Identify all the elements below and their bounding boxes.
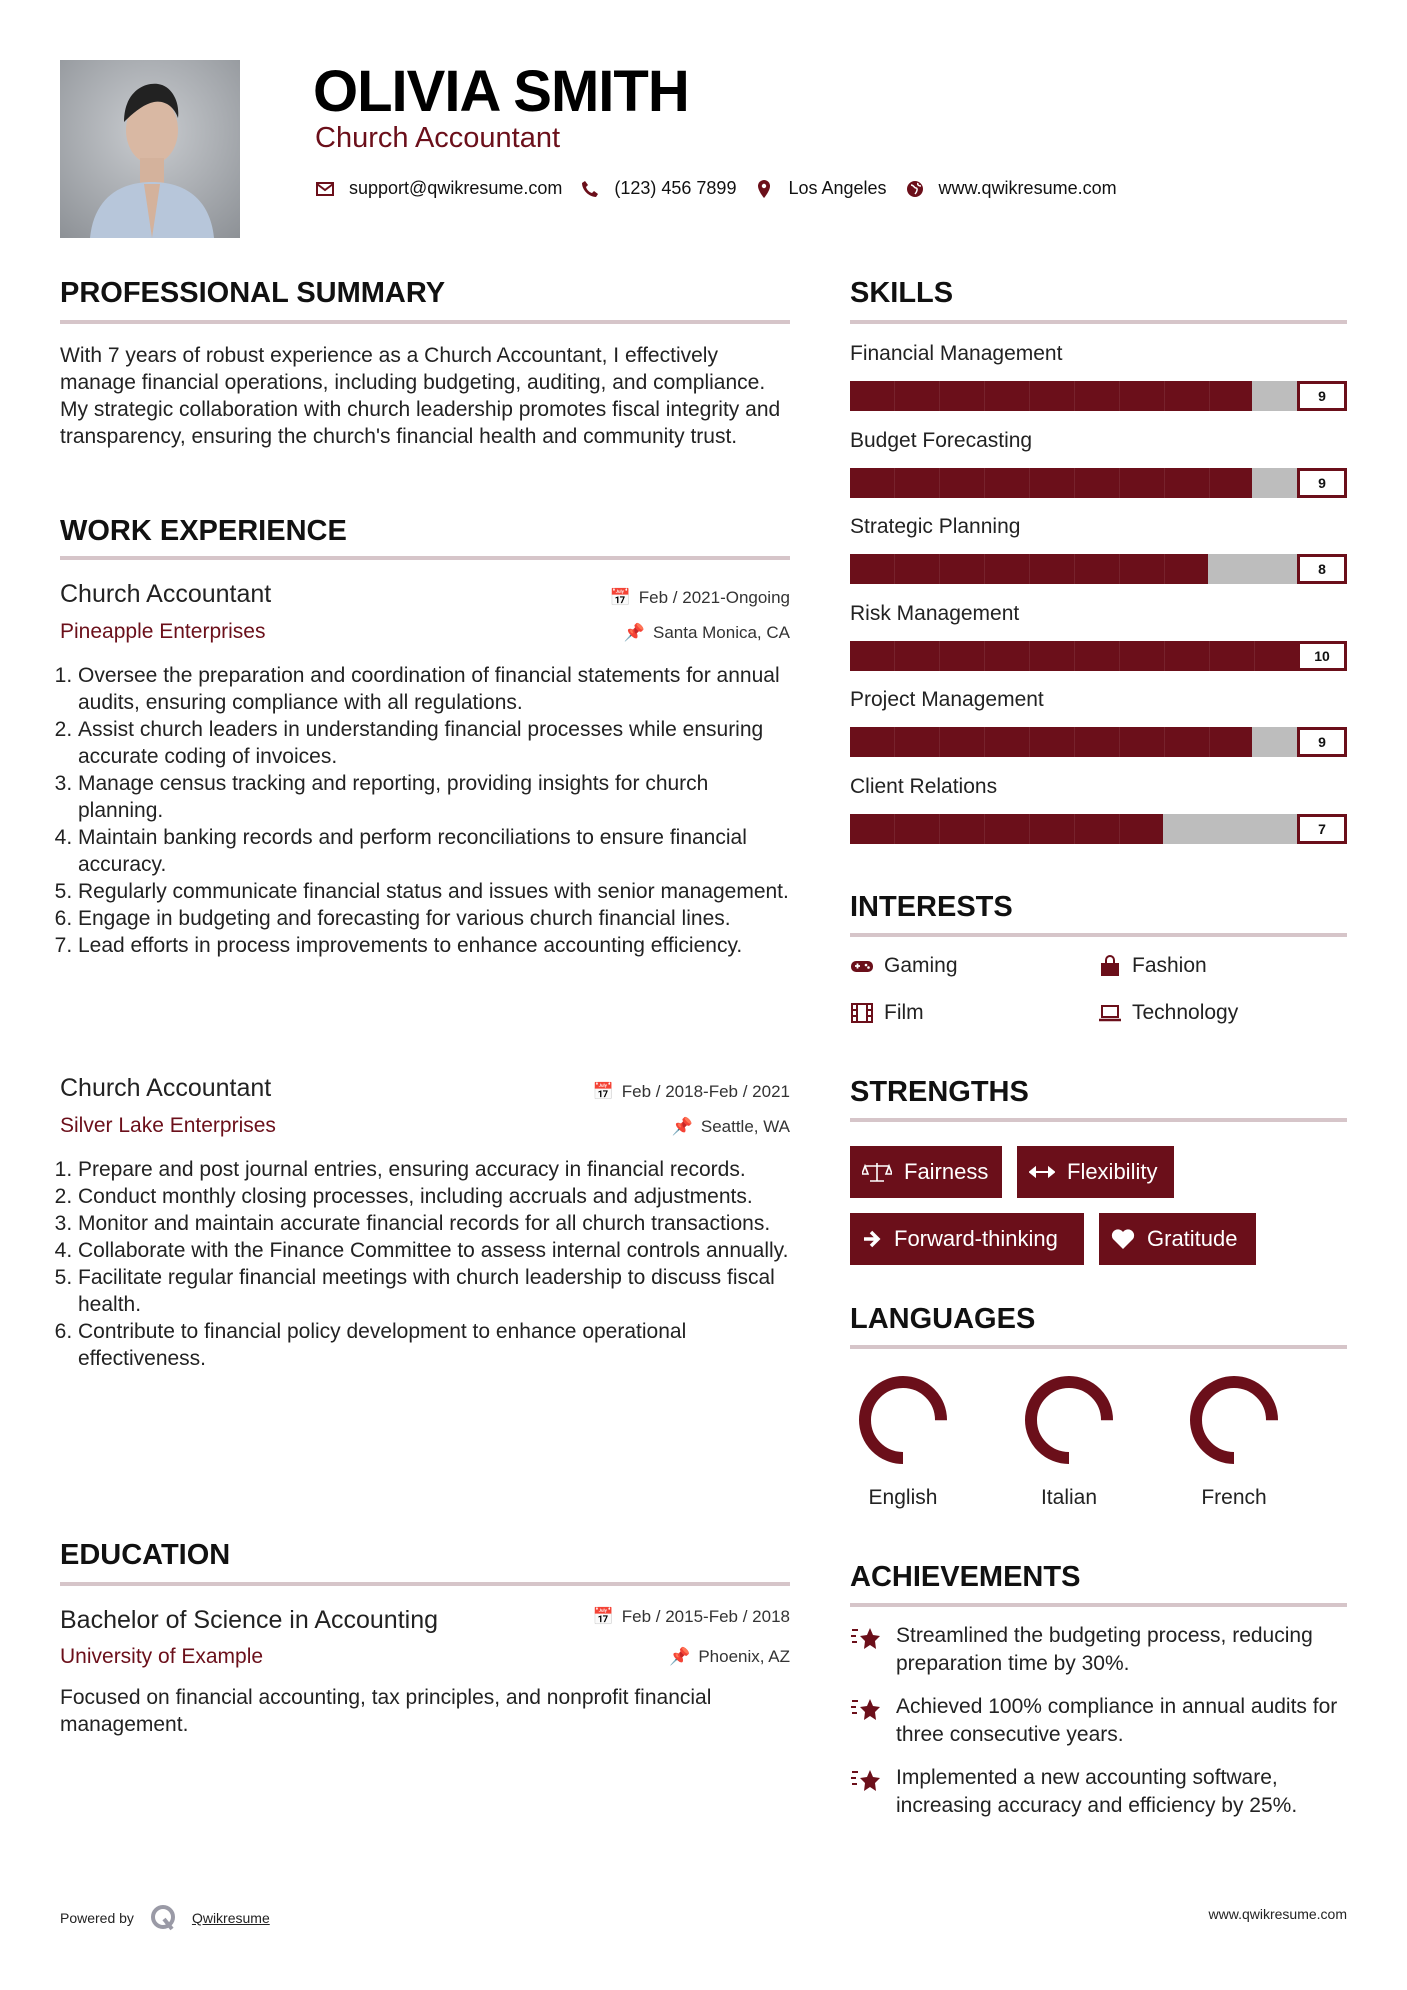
globe-icon bbox=[905, 179, 925, 199]
interests-divider bbox=[850, 933, 1347, 937]
summary-heading: PROFESSIONAL SUMMARY bbox=[60, 277, 446, 309]
contact-location: Los Angeles bbox=[788, 178, 887, 198]
pushpin-icon: 📌 bbox=[671, 1117, 693, 1136]
interest-label: Film bbox=[884, 1001, 924, 1024]
interests-heading: INTERESTS bbox=[850, 891, 1013, 923]
job-bullet: 5. Facilitate regular financial meetings with church leadership to discuss fiscal health. bbox=[78, 1264, 790, 1318]
skill-bar-fill bbox=[850, 641, 1347, 671]
language-item bbox=[1174, 1375, 1294, 1510]
job-bullet: 3. Manage census tracking and reporting, providing insights for church planning. bbox=[78, 770, 790, 824]
language-label: French bbox=[1201, 1486, 1267, 1509]
job-location-text: Santa Monica, CA bbox=[652, 623, 790, 642]
shooting-star-icon bbox=[850, 1764, 882, 1796]
interest-gaming bbox=[850, 954, 958, 978]
qwikresume-logo-icon bbox=[148, 1903, 178, 1933]
contact-website[interactable]: www.qwikresume.com bbox=[938, 178, 1117, 198]
job-location bbox=[672, 1117, 790, 1137]
skill-bar-fill bbox=[850, 727, 1252, 757]
job-bullets bbox=[60, 662, 790, 959]
education-divider bbox=[60, 1582, 790, 1586]
shooting-star-icon bbox=[850, 1693, 882, 1725]
job-bullet: 1. Oversee the preparation and coordination of financial statements for annual audits, ensuring compliance with all regulations. bbox=[78, 662, 790, 716]
skill-score: 8 bbox=[1297, 554, 1347, 584]
skill-item bbox=[850, 602, 1347, 671]
skill-score: 9 bbox=[1297, 468, 1347, 498]
skill-score: 7 bbox=[1297, 814, 1347, 844]
powered-by-label: Powered by bbox=[60, 1910, 134, 1926]
arrow-right-icon bbox=[862, 1229, 882, 1249]
education-description: Focused on financial accounting, tax principles, and nonprofit financial management. bbox=[60, 1686, 712, 1736]
contact-email[interactable]: support@qwikresume.com bbox=[349, 178, 563, 198]
balance-scale-icon bbox=[862, 1161, 892, 1183]
job-bullet: 1. Prepare and post journal entries, ensuring accuracy in financial records. bbox=[78, 1156, 790, 1183]
experience-heading: WORK EXPERIENCE bbox=[60, 515, 347, 547]
strength-label: Fairness bbox=[904, 1159, 989, 1184]
skill-bar bbox=[850, 468, 1347, 498]
experience-divider bbox=[60, 556, 790, 560]
achievement-item bbox=[850, 1622, 1350, 1678]
skill-bar-fill bbox=[850, 468, 1252, 498]
job-location bbox=[624, 623, 790, 643]
interest-film bbox=[850, 1001, 924, 1025]
job-bullet: 4. Collaborate with the Finance Committee to assess internal controls annually. bbox=[78, 1237, 790, 1264]
achievement-text: Achieved 100% compliance in annual audits for three consecutive years. bbox=[896, 1695, 1338, 1746]
strength-label: Gratitude bbox=[1147, 1226, 1238, 1251]
education-heading: EDUCATION bbox=[60, 1539, 231, 1571]
achievements-divider bbox=[850, 1603, 1347, 1607]
skill-bar-fill bbox=[850, 554, 1208, 584]
language-item bbox=[843, 1375, 963, 1510]
skill-bar-fill bbox=[850, 814, 1163, 844]
language-label: English bbox=[868, 1486, 938, 1509]
job-dates-text: Feb / 2021-Ongoing bbox=[638, 588, 790, 607]
job-dates bbox=[593, 1082, 790, 1102]
skill-item bbox=[850, 342, 1347, 411]
pushpin-icon: 📌 bbox=[669, 1647, 691, 1666]
languages-heading: LANGUAGES bbox=[850, 1303, 1036, 1335]
footer-powered-by bbox=[60, 1903, 270, 1933]
skill-score: 10 bbox=[1297, 641, 1347, 671]
job-bullet: 6. Engage in budgeting and forecasting for various church financial lines. bbox=[78, 905, 790, 932]
job-title: Church Accountant bbox=[60, 1074, 272, 1102]
interest-fashion bbox=[1098, 954, 1207, 978]
film-icon bbox=[850, 1001, 874, 1025]
contact-phone: (123) 456 7899 bbox=[614, 178, 737, 198]
contact-bar bbox=[315, 178, 1135, 199]
summary-text: With 7 years of robust experience as a Church Accountant, I effectively manage financial operations, including budgeting, auditing, and compliance. My strategic collaboration with church leadership promotes fiscal integrity and transparency, ensuring the church's financial health and community trust. bbox=[60, 344, 781, 448]
language-item bbox=[1009, 1375, 1129, 1510]
laptop-icon bbox=[1098, 1001, 1122, 1025]
heart-icon bbox=[1111, 1228, 1135, 1250]
education-location bbox=[669, 1647, 790, 1667]
skill-item bbox=[850, 429, 1347, 498]
skill-score: 9 bbox=[1297, 381, 1347, 411]
profile-photo bbox=[60, 60, 240, 238]
job-bullet: 2. Assist church leaders in understanding financial processes while ensuring accurate coding of invoices. bbox=[78, 716, 790, 770]
skill-item bbox=[850, 515, 1347, 584]
skill-item bbox=[850, 775, 1347, 844]
summary-divider bbox=[60, 320, 790, 324]
job-dates-text: Feb / 2018-Feb / 2021 bbox=[621, 1082, 790, 1101]
skill-bar bbox=[850, 641, 1347, 671]
job-bullet: 5. Regularly communicate financial status and issues with senior management. bbox=[78, 878, 790, 905]
interest-label: Gaming bbox=[884, 954, 958, 977]
job-bullet: 7. Lead efforts in process improvements to enhance accounting efficiency. bbox=[78, 932, 790, 959]
achievements-heading: ACHIEVEMENTS bbox=[850, 1561, 1081, 1593]
arrows-horizontal-icon bbox=[1029, 1165, 1055, 1179]
job-bullet: 3. Monitor and maintain accurate financial records for all church transactions. bbox=[78, 1210, 790, 1237]
gamepad-icon bbox=[850, 954, 874, 978]
interest-technology bbox=[1098, 1001, 1238, 1025]
strengths-divider bbox=[850, 1118, 1347, 1122]
shopping-bag-icon bbox=[1098, 954, 1122, 978]
candidate-title: Church Accountant bbox=[315, 122, 561, 154]
interest-label: Technology bbox=[1132, 1001, 1239, 1024]
skill-bar bbox=[850, 814, 1347, 844]
job-location-text: Seattle, WA bbox=[700, 1117, 790, 1136]
language-level-ring bbox=[843, 1375, 963, 1465]
calendar-icon: 📅 bbox=[592, 1607, 614, 1626]
achievement-text: Implemented a new accounting software, increasing accuracy and efficiency by 25%. bbox=[896, 1766, 1298, 1817]
school: University of Example bbox=[60, 1645, 264, 1668]
language-level-ring bbox=[1009, 1375, 1129, 1465]
footer-website[interactable]: www.qwikresume.com bbox=[1208, 1906, 1347, 1922]
job-bullet: 6. Contribute to financial policy development to enhance operational effectiveness. bbox=[78, 1318, 790, 1372]
calendar-icon: 📅 bbox=[592, 1082, 614, 1101]
interest-label: Fashion bbox=[1132, 954, 1207, 977]
education-location-text: Phoenix, AZ bbox=[698, 1647, 790, 1666]
strength-label: Forward-thinking bbox=[894, 1226, 1058, 1251]
strength-badge bbox=[850, 1146, 1002, 1198]
skill-label: Financial Management bbox=[850, 342, 1063, 365]
skills-heading: SKILLS bbox=[850, 277, 954, 309]
skill-item bbox=[850, 688, 1347, 757]
skill-bar bbox=[850, 381, 1347, 411]
skill-label: Project Management bbox=[850, 688, 1044, 712]
degree: Bachelor of Science in Accounting bbox=[60, 1606, 439, 1634]
shooting-star-icon bbox=[850, 1622, 882, 1654]
skill-label: Budget Forecasting bbox=[850, 428, 1033, 452]
strength-badge bbox=[1017, 1146, 1174, 1198]
job-bullets bbox=[60, 1156, 790, 1372]
map-pin-icon bbox=[754, 179, 774, 199]
languages-divider bbox=[850, 1345, 1347, 1349]
achievement-item bbox=[850, 1693, 1350, 1749]
skill-score: 9 bbox=[1297, 727, 1347, 757]
skill-label: Risk Management bbox=[850, 601, 1020, 625]
phone-icon bbox=[580, 179, 600, 199]
achievement-text: Streamlined the budgeting process, reducing preparation time by 30%. bbox=[896, 1624, 1313, 1675]
job-company: Silver Lake Enterprises bbox=[60, 1114, 276, 1137]
strength-badge bbox=[1099, 1213, 1256, 1265]
skill-bar-fill bbox=[850, 381, 1252, 411]
education-dates-text: Feb / 2015-Feb / 2018 bbox=[621, 1607, 790, 1626]
language-level-ring bbox=[1174, 1375, 1294, 1465]
strengths-heading: STRENGTHS bbox=[850, 1076, 1029, 1108]
calendar-icon: 📅 bbox=[609, 588, 631, 607]
skill-bar bbox=[850, 727, 1347, 757]
skill-label: Client Relations bbox=[850, 775, 998, 798]
skill-label: Strategic Planning bbox=[850, 515, 1021, 539]
qwikresume-link[interactable]: Qwikresume bbox=[191, 1910, 270, 1926]
job-bullet: 2. Conduct monthly closing processes, including accruals and adjustments. bbox=[78, 1183, 790, 1210]
skill-bar bbox=[850, 554, 1347, 584]
strength-badge bbox=[850, 1213, 1084, 1265]
language-label: Italian bbox=[1040, 1486, 1098, 1509]
job-bullet: 4. Maintain banking records and perform reconciliations to ensure financial accuracy. bbox=[78, 824, 790, 878]
strength-label: Flexibility bbox=[1067, 1159, 1158, 1184]
candidate-name: OLIVIA SMITH bbox=[313, 59, 689, 124]
job-company: Pineapple Enterprises bbox=[60, 620, 266, 643]
envelope-icon bbox=[315, 179, 335, 199]
skills-divider bbox=[850, 320, 1347, 324]
pushpin-icon: 📌 bbox=[623, 623, 645, 642]
education-dates bbox=[593, 1607, 790, 1627]
job-title: Church Accountant bbox=[60, 580, 272, 608]
job-dates bbox=[610, 588, 790, 608]
achievement-item bbox=[850, 1764, 1350, 1820]
